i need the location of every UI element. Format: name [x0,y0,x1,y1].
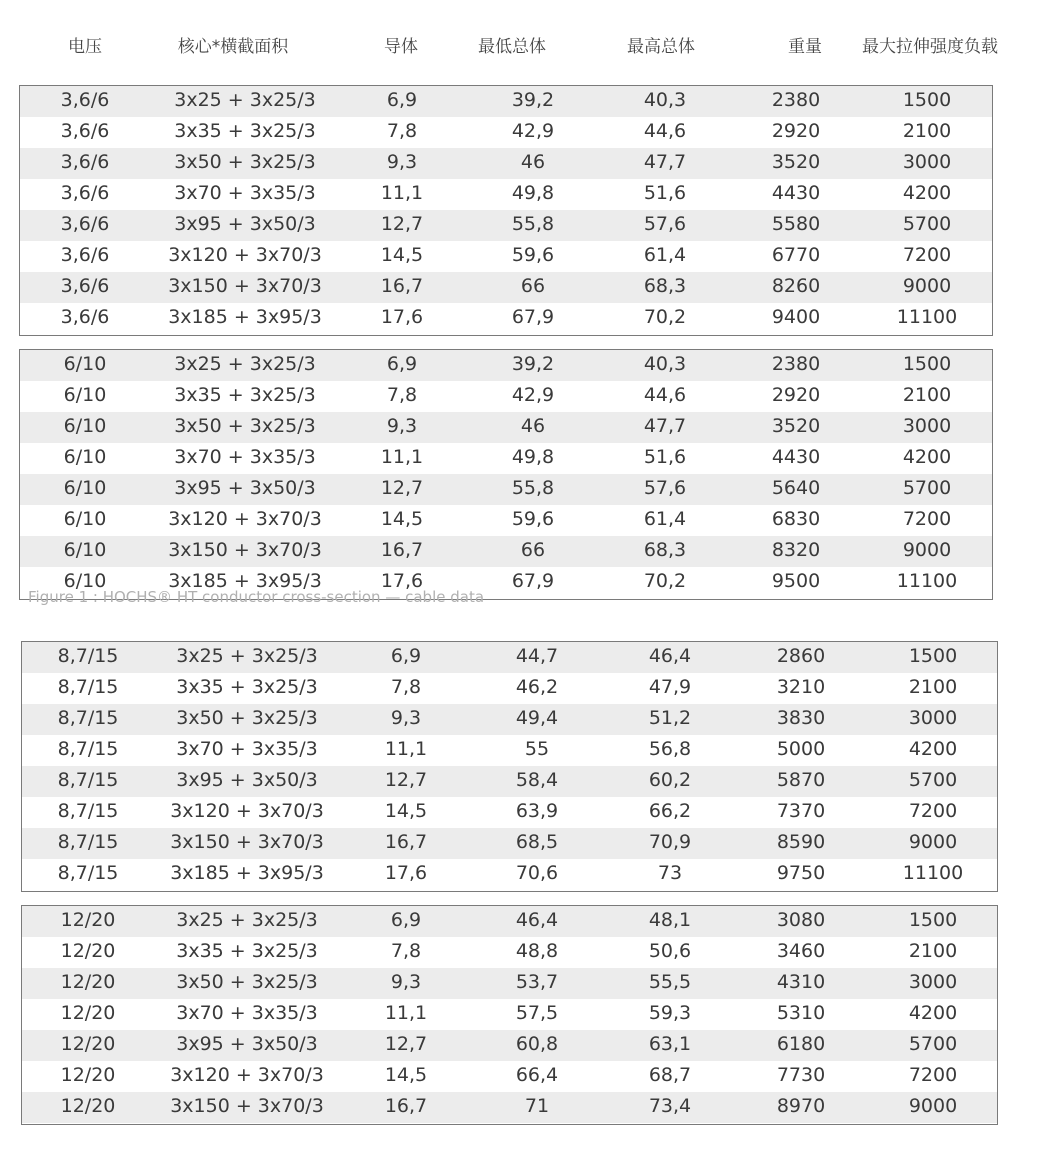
cell-conductor: 11,1 [384,738,428,760]
cell-weight: 4430 [771,446,821,468]
cell-core-cross-section: 3x50 + 3x25/3 [174,415,316,437]
cell-max-tensile-load: 5700 [902,213,952,235]
cell-voltage: 8,7/15 [57,707,119,729]
cell-core-cross-section: 3x150 + 3x70/3 [168,275,322,297]
cell-max-tensile-load: 9000 [908,831,958,853]
cell-max-tensile-load: 7200 [908,800,958,822]
cell-weight: 5580 [771,213,821,235]
cell-core-cross-section: 3x50 + 3x25/3 [174,151,316,173]
cell-voltage: 8,7/15 [57,738,119,760]
table-row [20,241,992,272]
cell-max-overall: 51,6 [643,446,687,468]
cell-voltage: 6/10 [63,353,107,375]
cell-voltage: 12/20 [60,971,116,993]
table-row [22,999,997,1030]
cell-max-tensile-load: 4200 [902,446,952,468]
cell-core-cross-section: 3x35 + 3x25/3 [176,676,318,698]
table-row [22,859,997,890]
table-row [20,272,992,303]
cell-min-overall: 44,7 [515,645,559,667]
table-block-3-6-6 [19,85,993,336]
cell-core-cross-section: 3x95 + 3x50/3 [174,213,316,235]
cell-max-tensile-load: 11100 [896,570,958,592]
table-row [20,303,992,334]
cell-conductor: 17,6 [380,306,424,328]
cell-min-overall: 49,8 [511,446,555,468]
cell-min-overall: 42,9 [511,384,555,406]
cell-voltage: 6/10 [63,477,107,499]
cell-conductor: 12,7 [384,769,428,791]
cell-max-tensile-load: 4200 [908,738,958,760]
cell-min-overall: 46 [520,415,546,437]
cell-weight: 8970 [776,1095,826,1117]
cell-conductor: 16,7 [380,275,424,297]
cell-max-tensile-load: 1500 [902,353,952,375]
cell-max-overall: 70,2 [643,306,687,328]
header-min-overall: 最低总体 [478,37,546,57]
cell-voltage: 8,7/15 [57,831,119,853]
cell-weight: 8260 [771,275,821,297]
cell-max-overall: 48,1 [648,909,692,931]
cell-min-overall: 46 [520,151,546,173]
cell-conductor: 12,7 [384,1033,428,1055]
cell-max-tensile-load: 9000 [902,275,952,297]
cell-min-overall: 67,9 [511,306,555,328]
cell-conductor: 11,1 [380,446,424,468]
cell-conductor: 6,9 [386,353,418,375]
cell-conductor: 6,9 [390,909,422,931]
cell-max-tensile-load: 3000 [908,707,958,729]
cell-core-cross-section: 3x50 + 3x25/3 [176,971,318,993]
cell-core-cross-section: 3x25 + 3x25/3 [174,89,316,111]
cell-min-overall: 53,7 [515,971,559,993]
cell-voltage: 3,6/6 [60,89,110,111]
table-row [20,381,992,412]
cell-voltage: 6/10 [63,446,107,468]
cell-weight: 8590 [776,831,826,853]
table-row [20,505,992,536]
cell-weight: 2920 [771,384,821,406]
cell-min-overall: 46,2 [515,676,559,698]
cell-min-overall: 58,4 [515,769,559,791]
cell-min-overall: 66 [520,275,546,297]
cell-core-cross-section: 3x150 + 3x70/3 [170,831,324,853]
table-row [20,117,992,148]
cell-conductor: 7,8 [390,940,422,962]
cell-weight: 7730 [776,1064,826,1086]
cell-max-overall: 55,5 [648,971,692,993]
cell-core-cross-section: 3x50 + 3x25/3 [176,707,318,729]
cell-min-overall: 70,6 [515,862,559,884]
cell-weight: 4310 [776,971,826,993]
cell-core-cross-section: 3x120 + 3x70/3 [168,508,322,530]
table-row [20,474,992,505]
table-block-8-7-15 [21,641,998,892]
cell-conductor: 6,9 [390,645,422,667]
cell-core-cross-section: 3x150 + 3x70/3 [168,539,322,561]
cell-max-overall: 57,6 [643,477,687,499]
header-max-overall: 最高总体 [627,37,695,57]
cell-min-overall: 49,4 [515,707,559,729]
cell-max-overall: 51,2 [648,707,692,729]
table-row [20,148,992,179]
cell-weight: 3520 [771,415,821,437]
cell-voltage: 3,6/6 [60,151,110,173]
cell-max-tensile-load: 3000 [908,971,958,993]
cell-conductor: 14,5 [380,508,424,530]
cell-weight: 6830 [771,508,821,530]
cell-max-overall: 68,3 [643,539,687,561]
cell-min-overall: 66 [520,539,546,561]
cell-min-overall: 55 [524,738,550,760]
cell-conductor: 9,3 [390,707,422,729]
cell-min-overall: 60,8 [515,1033,559,1055]
cell-weight: 2380 [771,89,821,111]
cell-voltage: 3,6/6 [60,306,110,328]
cell-min-overall: 57,5 [515,1002,559,1024]
cell-voltage: 12/20 [60,1064,116,1086]
cell-weight: 6180 [776,1033,826,1055]
cell-max-tensile-load: 1500 [902,89,952,111]
cell-core-cross-section: 3x25 + 3x25/3 [176,645,318,667]
cell-conductor: 9,3 [386,151,418,173]
table-row [20,536,992,567]
cell-voltage: 12/20 [60,1002,116,1024]
cell-max-overall: 68,3 [643,275,687,297]
cell-voltage: 3,6/6 [60,120,110,142]
cell-max-tensile-load: 2100 [902,384,952,406]
table-row [22,1061,997,1092]
cell-core-cross-section: 3x120 + 3x70/3 [170,800,324,822]
cell-min-overall: 71 [524,1095,550,1117]
cell-max-overall: 46,4 [648,645,692,667]
cell-max-overall: 63,1 [648,1033,692,1055]
cell-max-overall: 68,7 [648,1064,692,1086]
cell-min-overall: 63,9 [515,800,559,822]
cell-voltage: 6/10 [63,570,107,592]
cell-conductor: 12,7 [380,213,424,235]
cell-voltage: 8,7/15 [57,862,119,884]
cell-weight: 9400 [771,306,821,328]
cell-max-tensile-load: 2100 [908,676,958,698]
cell-max-tensile-load: 3000 [902,415,952,437]
cell-core-cross-section: 3x120 + 3x70/3 [168,244,322,266]
cell-core-cross-section: 3x35 + 3x25/3 [176,940,318,962]
cell-conductor: 17,6 [384,862,428,884]
cell-max-overall: 44,6 [643,120,687,142]
cell-voltage: 6/10 [63,539,107,561]
cell-max-overall: 47,9 [648,676,692,698]
cell-max-overall: 73 [657,862,683,884]
cell-conductor: 14,5 [384,800,428,822]
cell-weight: 3460 [776,940,826,962]
cell-conductor: 17,6 [380,570,424,592]
cell-core-cross-section: 3x185 + 3x95/3 [170,862,324,884]
cell-conductor: 12,7 [380,477,424,499]
cell-weight: 2920 [771,120,821,142]
cell-max-overall: 70,9 [648,831,692,853]
table-block-6-10 [19,349,993,600]
cell-min-overall: 68,5 [515,831,559,853]
cell-voltage: 3,6/6 [60,182,110,204]
cell-conductor: 7,8 [386,120,418,142]
cell-core-cross-section: 3x70 + 3x35/3 [174,182,316,204]
cell-max-tensile-load: 4200 [902,182,952,204]
cell-conductor: 14,5 [384,1064,428,1086]
cell-conductor: 7,8 [390,676,422,698]
cell-weight: 9500 [771,570,821,592]
table-header [0,26,1041,60]
footnote-text: Figure 1 : HOCHS® HT conductor cross-section — cable data [28,588,485,606]
cell-max-overall: 56,8 [648,738,692,760]
cell-conductor: 16,7 [384,1095,428,1117]
cell-voltage: 12/20 [60,1033,116,1055]
cell-max-overall: 40,3 [643,353,687,375]
cell-weight: 3080 [776,909,826,931]
cell-weight: 2860 [776,645,826,667]
cell-core-cross-section: 3x185 + 3x95/3 [168,570,322,592]
table-row [20,412,992,443]
cell-max-overall: 47,7 [643,415,687,437]
table-row [20,443,992,474]
cell-min-overall: 39,2 [511,353,555,375]
table-row [22,937,997,968]
cell-core-cross-section: 3x35 + 3x25/3 [174,120,316,142]
cell-max-overall: 47,7 [643,151,687,173]
cell-min-overall: 39,2 [511,89,555,111]
cell-min-overall: 49,8 [511,182,555,204]
cell-min-overall: 48,8 [515,940,559,962]
cell-min-overall: 59,6 [511,508,555,530]
cell-conductor: 7,8 [386,384,418,406]
table-row [22,735,997,766]
cell-max-tensile-load: 9000 [908,1095,958,1117]
cell-conductor: 16,7 [384,831,428,853]
cell-max-tensile-load: 5700 [908,1033,958,1055]
cell-max-overall: 70,2 [643,570,687,592]
cell-conductor: 9,3 [386,415,418,437]
cell-core-cross-section: 3x35 + 3x25/3 [174,384,316,406]
cell-weight: 3830 [776,707,826,729]
cell-min-overall: 59,6 [511,244,555,266]
cell-weight: 5640 [771,477,821,499]
cell-weight: 8320 [771,539,821,561]
cell-core-cross-section: 3x70 + 3x35/3 [176,738,318,760]
cell-core-cross-section: 3x95 + 3x50/3 [176,769,318,791]
cell-voltage: 8,7/15 [57,800,119,822]
table-row [20,179,992,210]
table-row [22,1030,997,1061]
cell-core-cross-section: 3x95 + 3x50/3 [174,477,316,499]
cell-conductor: 11,1 [384,1002,428,1024]
cell-max-overall: 59,3 [648,1002,692,1024]
cell-conductor: 6,9 [386,89,418,111]
cell-min-overall: 67,9 [511,570,555,592]
table-row [22,1092,997,1123]
cell-max-tensile-load: 11100 [896,306,958,328]
cell-max-tensile-load: 7200 [902,244,952,266]
cell-voltage: 3,6/6 [60,244,110,266]
cell-max-overall: 51,6 [643,182,687,204]
cell-max-tensile-load: 7200 [902,508,952,530]
cell-weight: 4430 [771,182,821,204]
cell-max-overall: 40,3 [643,89,687,111]
cell-weight: 2380 [771,353,821,375]
cell-core-cross-section: 3x95 + 3x50/3 [176,1033,318,1055]
cell-weight: 3210 [776,676,826,698]
cell-max-overall: 66,2 [648,800,692,822]
cell-min-overall: 55,8 [511,213,555,235]
cell-voltage: 3,6/6 [60,275,110,297]
table-row [22,704,997,735]
table-row [22,766,997,797]
header-conductor: 导体 [384,37,418,57]
table-row [20,86,992,117]
cell-max-overall: 50,6 [648,940,692,962]
cell-voltage: 6/10 [63,508,107,530]
cell-voltage: 3,6/6 [60,213,110,235]
table-row [22,968,997,999]
table-block-12-20 [21,905,998,1125]
cell-max-overall: 44,6 [643,384,687,406]
cell-core-cross-section: 3x70 + 3x35/3 [174,446,316,468]
cell-min-overall: 66,4 [515,1064,559,1086]
cell-max-tensile-load: 2100 [902,120,952,142]
header-voltage: 电压 [68,37,102,57]
cell-core-cross-section: 3x185 + 3x95/3 [168,306,322,328]
table-row [22,906,997,937]
cell-max-tensile-load: 3000 [902,151,952,173]
table-row [22,797,997,828]
cell-max-overall: 57,6 [643,213,687,235]
cell-min-overall: 46,4 [515,909,559,931]
cell-conductor: 9,3 [390,971,422,993]
cell-max-overall: 61,4 [643,508,687,530]
cell-voltage: 6/10 [63,415,107,437]
cell-max-tensile-load: 4200 [908,1002,958,1024]
header-max-tensile-load: 最大拉伸强度负载 [862,37,998,57]
cell-max-overall: 61,4 [643,244,687,266]
header-weight: 重量 [788,37,822,57]
header-core-cross-section: 核心*横截面积 [177,37,289,57]
cell-voltage: 12/20 [60,1095,116,1117]
cell-conductor: 14,5 [380,244,424,266]
cell-voltage: 6/10 [63,384,107,406]
cell-core-cross-section: 3x25 + 3x25/3 [174,353,316,375]
cell-max-overall: 60,2 [648,769,692,791]
cell-min-overall: 55,8 [511,477,555,499]
cell-conductor: 11,1 [380,182,424,204]
cell-core-cross-section: 3x150 + 3x70/3 [170,1095,324,1117]
table-row [20,210,992,241]
cell-conductor: 16,7 [380,539,424,561]
cell-max-tensile-load: 9000 [902,539,952,561]
cell-weight: 7370 [776,800,826,822]
cell-voltage: 12/20 [60,909,116,931]
cell-weight: 5310 [776,1002,826,1024]
cell-voltage: 12/20 [60,940,116,962]
cell-max-tensile-load: 7200 [908,1064,958,1086]
cell-core-cross-section: 3x25 + 3x25/3 [176,909,318,931]
table-row [20,350,992,381]
cell-max-tensile-load: 11100 [902,862,964,884]
cell-voltage: 8,7/15 [57,769,119,791]
cell-max-tensile-load: 2100 [908,940,958,962]
table-row [22,828,997,859]
cell-min-overall: 42,9 [511,120,555,142]
cell-max-tensile-load: 5700 [908,769,958,791]
cell-max-tensile-load: 1500 [908,645,958,667]
table-row [22,642,997,673]
cell-voltage: 8,7/15 [57,676,119,698]
cell-weight: 5000 [776,738,826,760]
cell-voltage: 8,7/15 [57,645,119,667]
cell-max-tensile-load: 1500 [908,909,958,931]
cell-max-overall: 73,4 [648,1095,692,1117]
cell-weight: 5870 [776,769,826,791]
cell-weight: 6770 [771,244,821,266]
cell-weight: 9750 [776,862,826,884]
cell-core-cross-section: 3x120 + 3x70/3 [170,1064,324,1086]
cell-weight: 3520 [771,151,821,173]
cell-max-tensile-load: 5700 [902,477,952,499]
table-row [22,673,997,704]
cell-core-cross-section: 3x70 + 3x35/3 [176,1002,318,1024]
